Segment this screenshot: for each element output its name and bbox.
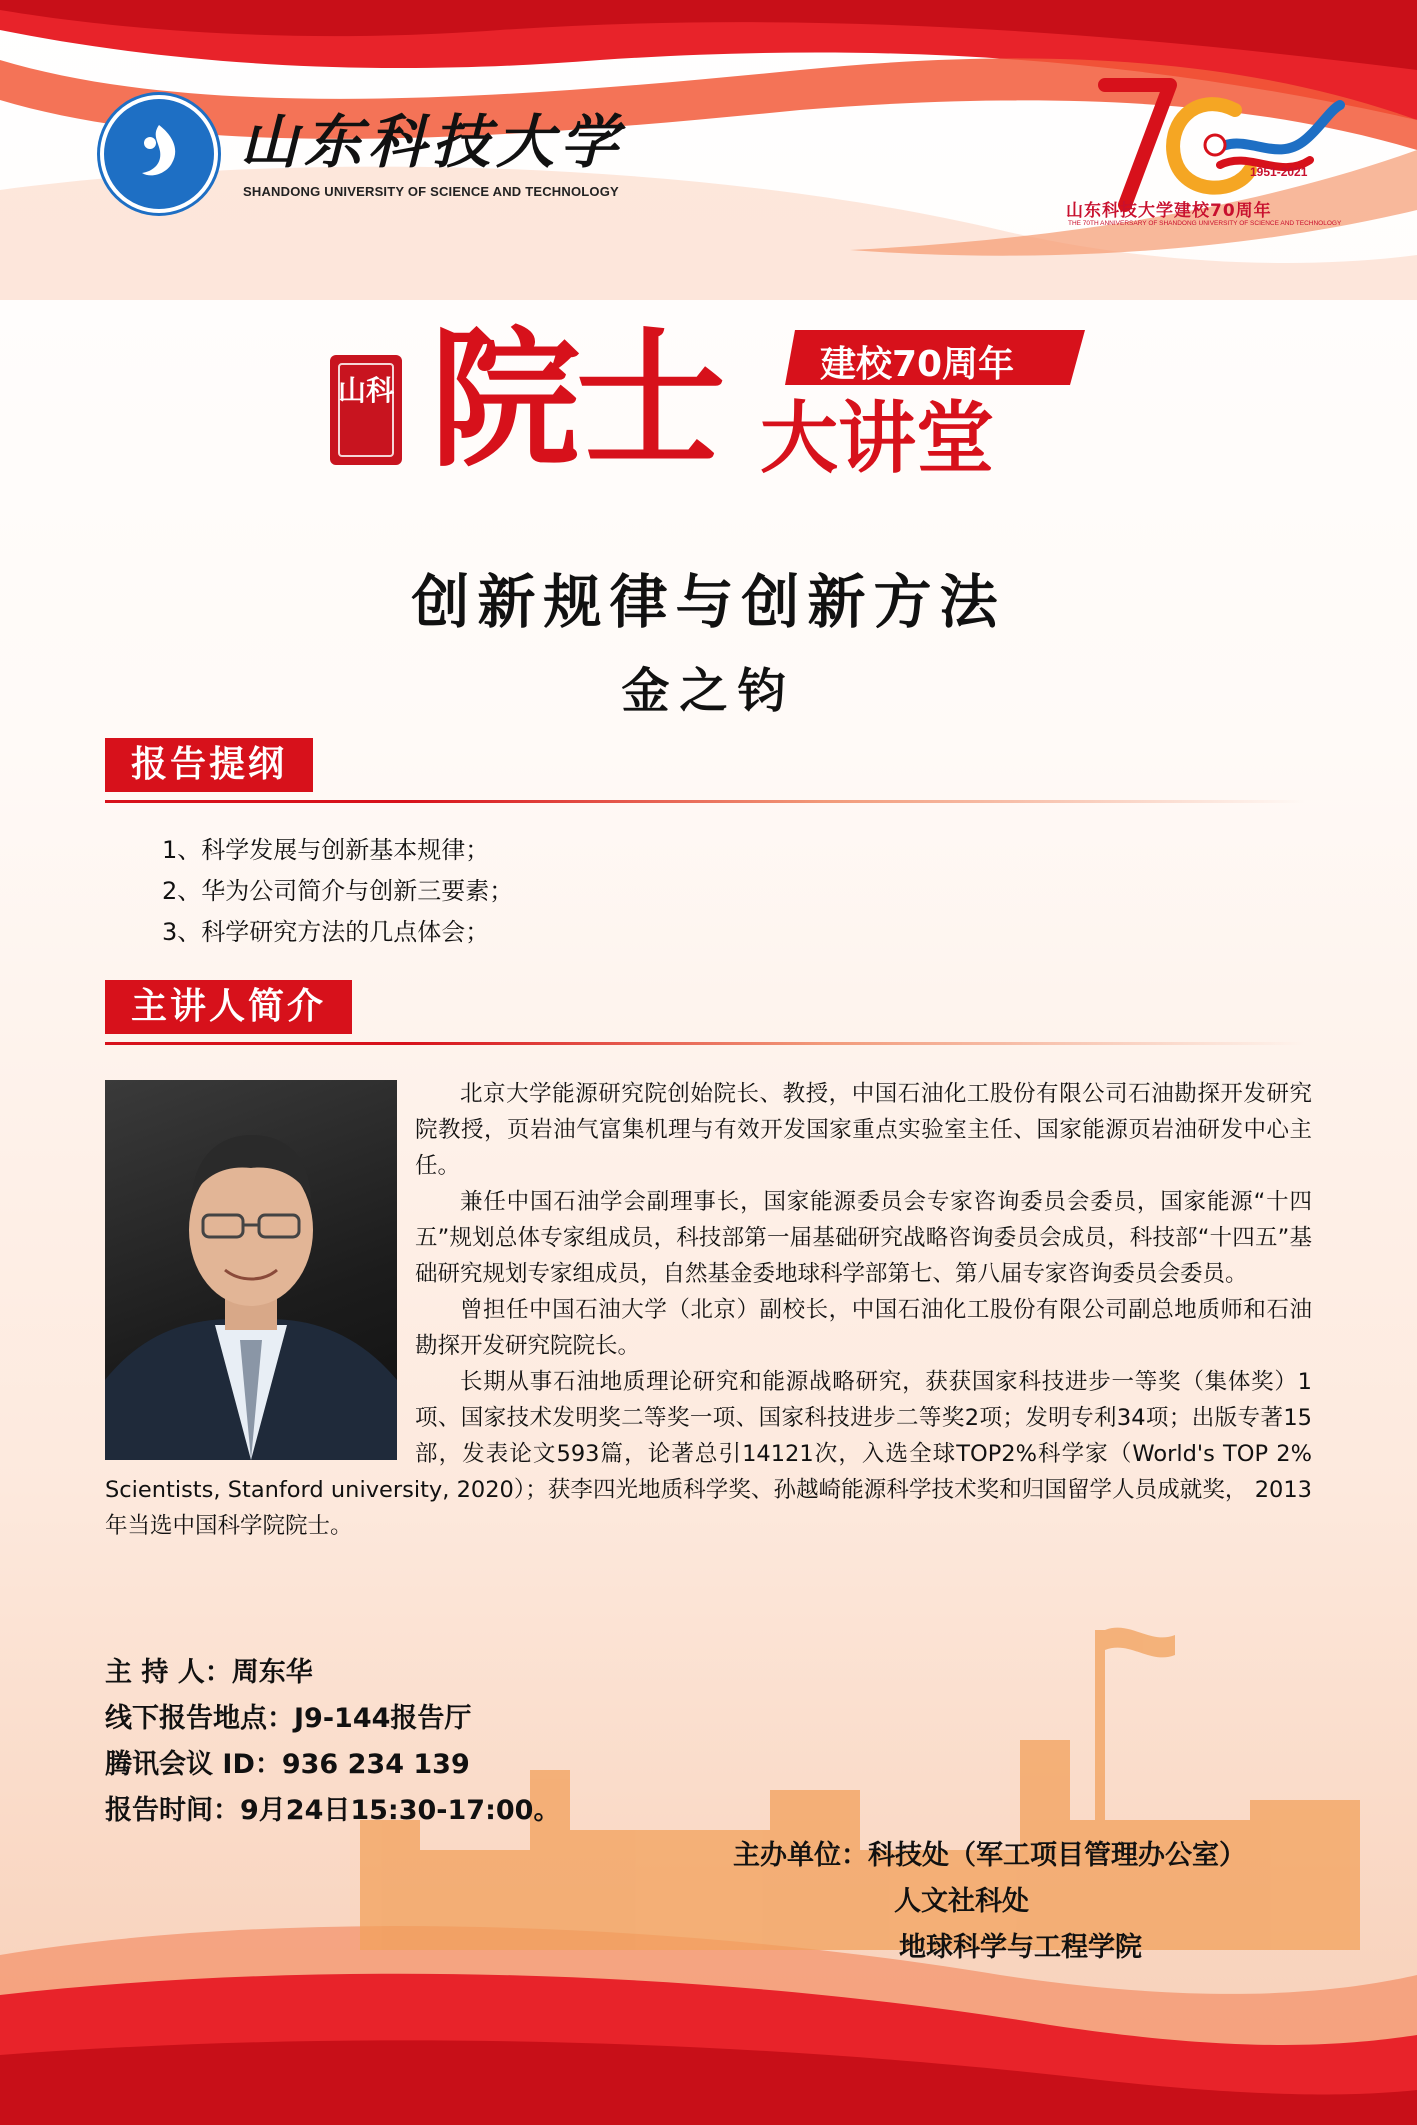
bio-text bbox=[105, 1076, 1312, 1544]
outline-divider bbox=[105, 800, 1305, 803]
outline-list bbox=[162, 830, 513, 953]
university-name-en: SHANDONG UNIVERSITY OF SCIENCE AND TECHNOLOGY bbox=[243, 184, 619, 199]
outline-item: 1、科学发展与创新基本规律； bbox=[162, 836, 490, 864]
bio-divider bbox=[105, 1042, 1305, 1045]
event-info bbox=[105, 1650, 560, 1834]
talk-title: 创新规律与创新方法 bbox=[411, 568, 1006, 636]
bio-paragraph: 北京大学能源研究院创始院长、教授，中国石油化工股份有限公司石油勘探开发研究院教授，页岩油气富集机理与有效开发国家重点实验室主任、国家能源页岩油研发中心主任。 bbox=[415, 1081, 1312, 1179]
organizer-line: 主办单位：科技处（军工项目管理办公室） bbox=[733, 1840, 1246, 1871]
university-name-cn: 山东科技大学 bbox=[240, 108, 625, 176]
time-line: 报告时间：9月24日15:30-17:00。 bbox=[105, 1795, 561, 1826]
venue-line: 线下报告地点：J9-144报告厅 bbox=[105, 1703, 472, 1734]
organizer-line: 地球科学与工程学院 bbox=[899, 1932, 1142, 1963]
anniversary-label-cn: 山东科技大学建校70周年 bbox=[1066, 201, 1272, 221]
bio-paragraph: 长期从事石油地质理论研究和能源战略研究，获获国家科技进步一等奖（集体奖）1项、国家技术发明奖二等奖一项、国家科技进步二等奖2项；发明专利34项；出版专著15部，发表论文593篇，论著总引14121次，入选全球TOP2%科学家（World's TOP 2% Scientists, Stanford university, 2020）；获李四光地质科学奖、孙越崎能源科学技术奖和归国留学人员成就奖， 2013年当选中国科学院院士。 bbox=[105, 1369, 1312, 1539]
bio-paragraph: 曾担任中国石油大学（北京）副校长，中国石油化工股份有限公司副总地质师和石油勘探开发研究院院长。 bbox=[415, 1297, 1312, 1359]
banner-title-main: 院士 bbox=[430, 312, 723, 488]
logo-emblem-icon bbox=[132, 123, 186, 183]
organizers bbox=[733, 1833, 1246, 1971]
seal-stamp bbox=[330, 355, 402, 465]
anniversary-label-en: THE 70TH ANNIVERSARY OF SHANDONG UNIVERSITY OF SCIENCE AND TECHNOLOGY bbox=[1068, 220, 1342, 227]
banner-title-sub: 大讲堂 bbox=[760, 394, 995, 484]
outline-heading: 报告提纲 bbox=[105, 738, 313, 792]
outline-item: 2、华为公司简介与创新三要素； bbox=[162, 877, 514, 905]
host-line: 主 持 人：周东华 bbox=[105, 1657, 313, 1688]
outline-item: 3、科学研究方法的几点体会； bbox=[162, 918, 490, 946]
anniversary-years: 1951-2021 bbox=[1250, 165, 1308, 179]
anniversary-tag: 建校70周年 bbox=[820, 344, 1015, 385]
organizer-line: 人文社科处 bbox=[894, 1886, 1029, 1917]
bio-paragraph: 兼任中国石油学会副理事长，国家能源委员会专家咨询委员会委员，国家能源“十四五”规划总体专家组成员，科技部第一届基础研究战略咨询委员会成员，科技部“十四五”基础研究规划专家组成员，自然基金委地球科学部第七、第八届专家咨询委员会委员。 bbox=[415, 1189, 1312, 1287]
speaker-name: 金之钧 bbox=[621, 663, 796, 719]
university-logo bbox=[100, 95, 218, 213]
bio-heading: 主讲人简介 bbox=[105, 980, 352, 1034]
meeting-id-line: 腾讯会议 ID：936 234 139 bbox=[105, 1749, 470, 1780]
seal-text: 山科 bbox=[337, 374, 394, 407]
